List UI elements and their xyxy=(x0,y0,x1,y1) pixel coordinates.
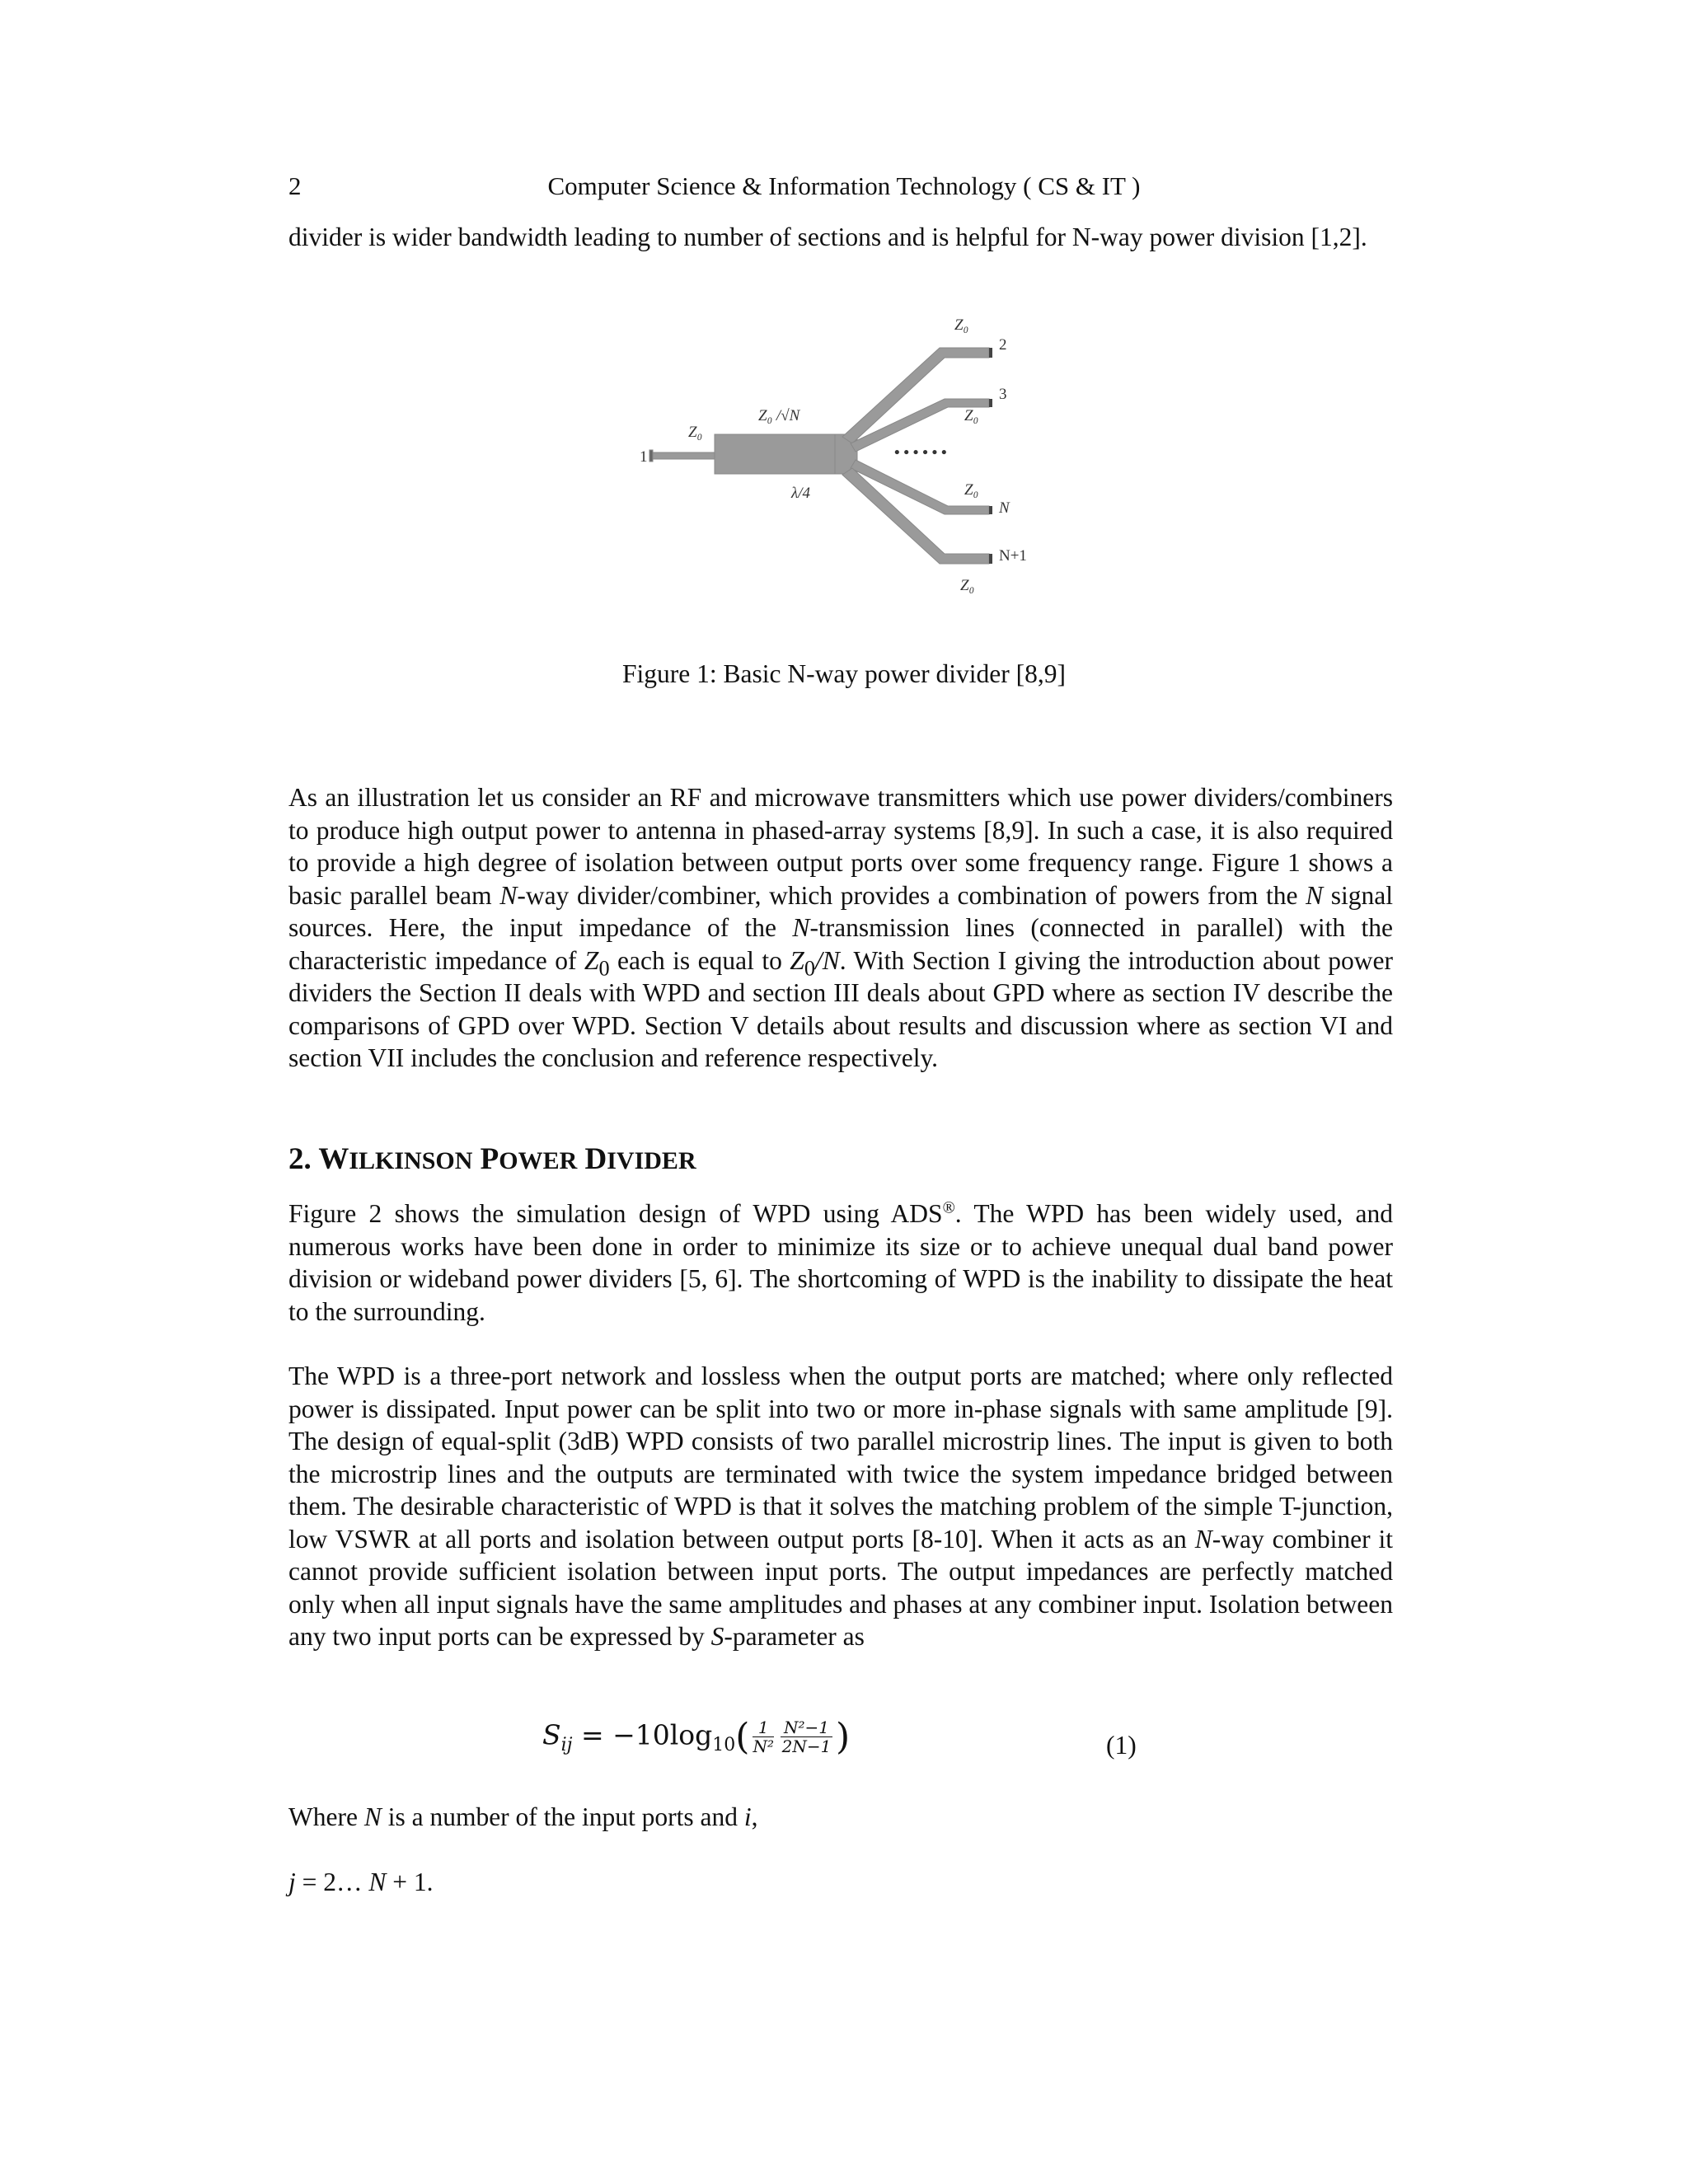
intro-carryover-paragraph: divider is wider bandwidth leading to number of sections and is helpful for N-way power division [1,2]. xyxy=(288,223,1367,251)
port2-label: 2 xyxy=(999,336,1007,354)
isolation-equation: $S_{ij} = -10\log_{10}$( $\frac{1}{\text{N²}}$ $\frac{\text{N²−1}}{2N-1}$ ) xyxy=(542,1716,851,1758)
wpd-description-paragraph: The WPD is a three-port network and lossless when the output ports are matched; where only reflected power is dissipated. Input power can be split into two or more in-phase signals with same amplitude [9]. The design of equal-split (3dB) WPD consists of two parallel microstrip lines. The input is given to both the microstrip lines and the outputs are terminated with twice the system impedance bridged between them. The desirable characteristic of WPD is that it solves the matching problem of the simple T-junction, low VSWR at all ports and isolation between output ports [8-10]. When it acts as an N-way combiner it cannot provide sufficient isolation between input ports. The output impedances are perfectly matched only when all input signals have the same amplitudes and phases at any combiner input. Isolation between any two input ports can be expressed by S-parameter as xyxy=(288,1361,1393,1651)
figure1-power-divider-diagram xyxy=(635,313,1063,598)
input-line xyxy=(653,452,715,459)
where-n-paragraph: Where N is a number of the input ports and i, xyxy=(288,1802,758,1831)
ellipsis-dots: • • • • • • xyxy=(894,444,947,462)
section-heading-wilkinson: 2. WILKINSON POWER DIVIDER xyxy=(288,1142,696,1176)
branch-port2 xyxy=(842,348,989,443)
equation-number: (1) xyxy=(1106,1731,1137,1760)
illustration-paragraph: As an illustration let us consider an RF and microwave transmitters which use power dividers/combiners to produce high output power to antenna in phased-array systems [8,9]. In such a case, it is also required to provide a high degree of isolation between output ports over some frequency range. Figure 1 shows a basic parallel beam N-way divider/combiner, which provides a combination of powers from the N signal sources. Here, the input impedance of the N-transmission lines (connected in parallel) with the characteristic impedance of $Z_0$ each is equal to $Z_0/N$. With Section I giving the introduction about power dividers the Section II deals with WPD and section III deals about GPD where as section IV describe the comparisons of GPD over WPD. Section V details about results and discussion where as section VI and section VII includes the conclusion and reference respectively. xyxy=(288,783,1394,1072)
transformer-impedance-label: Z₀ /√N xyxy=(758,407,800,424)
wpd-ads-paragraph: Figure 2 shows the simulation design of WPD using ADS®. The WPD has been widely used, and numerous works have been done in order to minimize its size or to achieve unequal dual band power division or wideband power dividers [5, 6]. The shortcoming of WPD is the inability to dissipate the heat to the surrounding. xyxy=(288,1198,1393,1326)
quarter-wave-label: λ/4 xyxy=(791,485,811,502)
portN-label: N xyxy=(999,499,1010,517)
z0-input-label: Z₀ xyxy=(688,424,703,441)
portN1-label: N+1 xyxy=(999,547,1027,565)
z0-portN-label: Z₀ xyxy=(964,481,979,499)
z0-port3-label: Z₀ xyxy=(964,407,979,424)
quarter-wave-transformer xyxy=(715,434,835,474)
running-header: Computer Science & Information Technology ( CS & IT ) xyxy=(547,171,1141,200)
j-range-line: j = 2… N + 1. xyxy=(288,1868,434,1896)
port1-label: 1 xyxy=(640,448,648,466)
z0-portN1-label: Z₀ xyxy=(960,577,975,594)
port1-terminal xyxy=(649,450,653,462)
z0-port2-label: Z₀ xyxy=(954,316,969,334)
figure1-caption: Figure 1: Basic N-way power divider [8,9] xyxy=(622,659,1066,688)
port3-label: 3 xyxy=(999,386,1007,403)
page-number: 2 xyxy=(288,171,302,200)
